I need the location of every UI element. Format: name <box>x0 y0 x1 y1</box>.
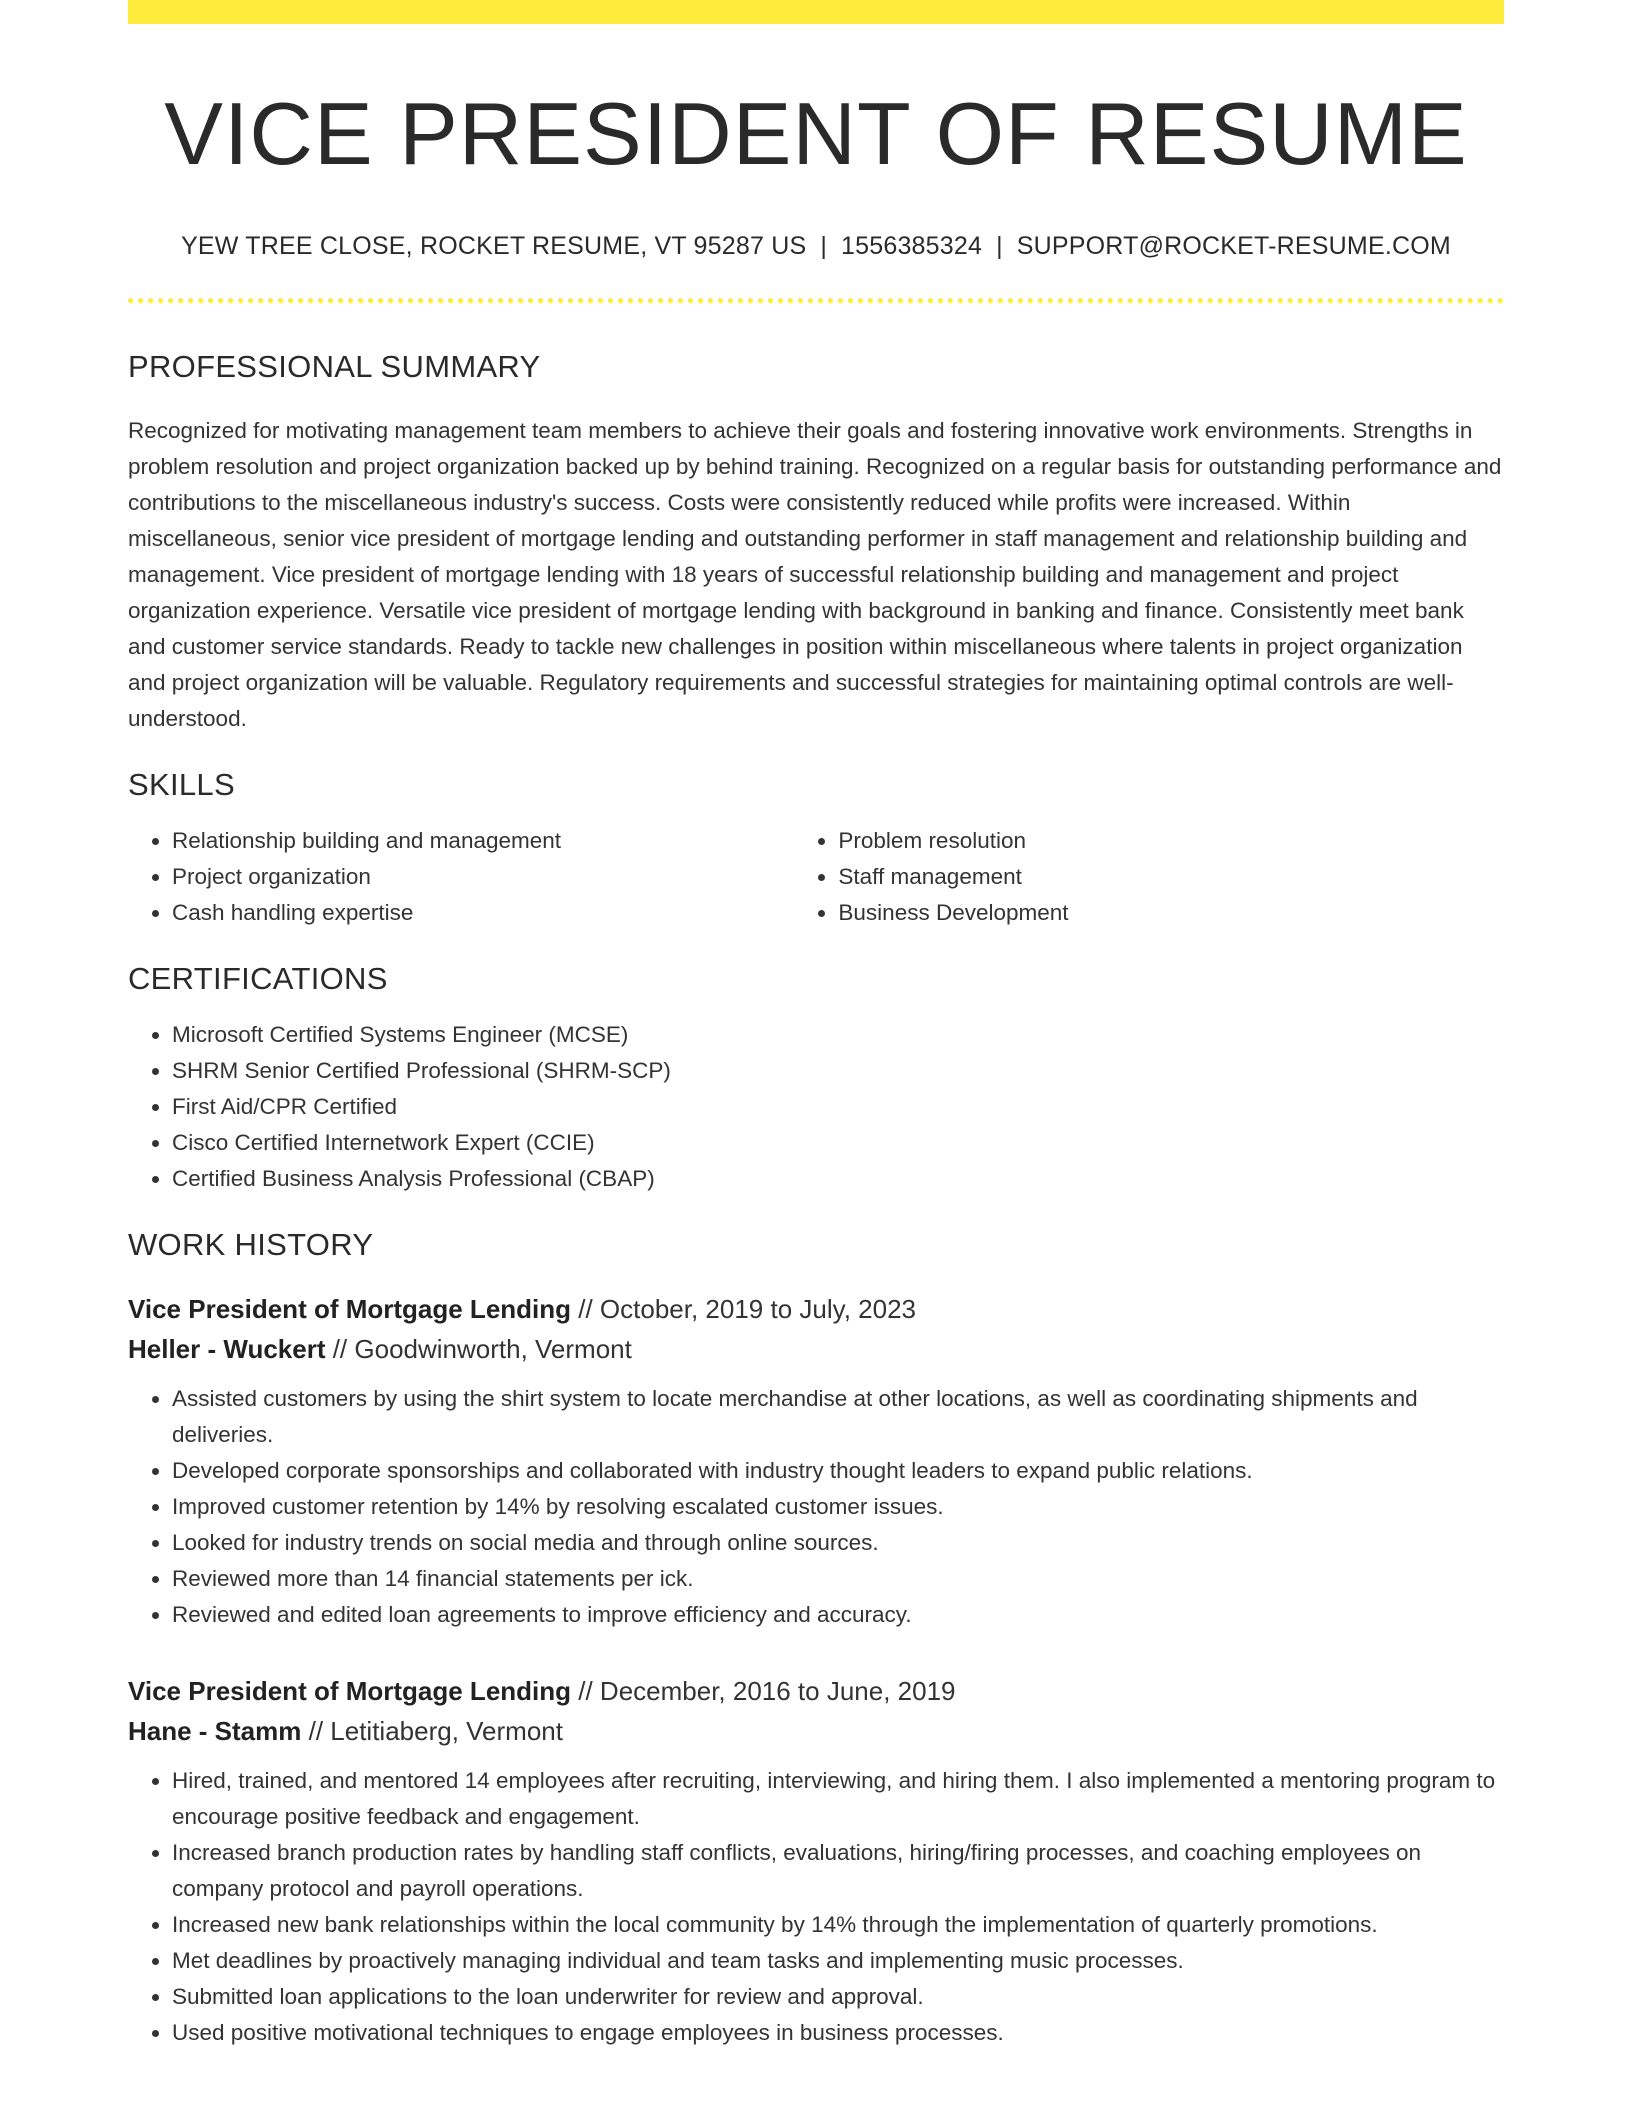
job-bullet: • Improved customer retention by 14% by resolving escalated customer issues. <box>172 1489 1504 1525</box>
certification-item: • First Aid/CPR Certified <box>172 1089 1504 1125</box>
skills-grid <box>128 823 1504 931</box>
job-bullet: • Used positive motivational techniques to engage employees in business processes. <box>172 2015 1504 2051</box>
job-company-line <box>128 1711 1504 1751</box>
job-bullet: • Looked for industry trends on social media and through online sources. <box>172 1525 1504 1561</box>
skills-list-right <box>794 823 1504 931</box>
certification-item: • Certified Business Analysis Professional (CBAP) <box>172 1161 1504 1197</box>
contact-email: SUPPORT@ROCKET-RESUME.COM <box>1016 232 1451 260</box>
certification-item: • Microsoft Certified Systems Engineer (MCSE) <box>172 1017 1504 1053</box>
dotted-divider <box>128 298 1504 303</box>
contact-separator: | <box>996 232 1003 260</box>
job-dates: // October, 2019 to July, 2023 <box>571 1294 916 1324</box>
resume-name: VICE PRESIDENT OF RESUME <box>164 84 1468 183</box>
job-role: Vice President of Mortgage Lending <box>128 1294 572 1324</box>
job-bullet: • Developed corporate sponsorships and collaborated with industry thought leaders to expand public relations. <box>172 1453 1504 1489</box>
resume-content <box>128 24 1504 2051</box>
skills-heading: SKILLS <box>128 767 235 802</box>
job-bullet: • Reviewed more than 14 financial statements per ick. <box>172 1561 1504 1597</box>
job-company: Heller - Wuckert <box>128 1334 326 1364</box>
job-dates: // December, 2016 to June, 2019 <box>571 1676 956 1706</box>
job-bullet: • Submitted loan applications to the loan underwriter for review and approval. <box>172 1979 1504 2015</box>
summary-text: Recognized for motivating management team members to achieve their goals and fostering innovative work environments. Strengths in problem resolution and project organization backed up by behind training. Recognized on a regular basis for outstanding performance and contributions to the miscellaneous industry's success. Costs were consistently reduced while profits were increased. Within miscellaneous, senior vice president of mortgage lending and outstanding performer in staff management and relationship building and management. Vice president of mortgage lending with 18 years of successful relationship building and management and project organization experience. Versatile vice president of mortgage lending with background in banking and finance. Consistently meet bank and customer service standards. Ready to tackle new challenges in position within miscellaneous where talents in project organization and project organization will be valuable. Regulatory requirements and successful strategies for maintaining optimal controls are well-understood. <box>128 418 1502 731</box>
job-location: // Goodwinworth, Vermont <box>325 1334 632 1364</box>
contact-phone: 1556385324 <box>841 232 983 260</box>
job-location: // Letitiaberg, Vermont <box>301 1716 563 1746</box>
skill-item: • Problem resolution <box>838 823 1504 859</box>
skill-item: • Staff management <box>838 859 1504 895</box>
skill-item: • Business Development <box>838 895 1504 931</box>
job-bullet: • Reviewed and edited loan agreements to improve efficiency and accuracy. <box>172 1597 1504 1633</box>
job-entry <box>128 1671 1504 2051</box>
job-bullet: • Assisted customers by using the shirt system to locate merchandise at other locations, as well as coordinating shipments and deliveries. <box>172 1381 1504 1453</box>
job-bullet: • Hired, trained, and mentored 14 employees after recruiting, interviewing, and hiring them. I also implemented a mentoring program to encourage positive feedback and engagement. <box>172 1763 1504 1835</box>
skill-item: • Project organization <box>172 859 794 895</box>
job-company: Hane - Stamm <box>128 1716 302 1746</box>
contact-address: YEW TREE CLOSE, ROCKET RESUME, VT 95287 US <box>181 232 807 260</box>
job-company-line <box>128 1329 1504 1369</box>
job-bullet: • Increased branch production rates by handling staff conflicts, evaluations, hiring/firing processes, and coaching employees on company protocol and payroll operations. <box>172 1835 1504 1907</box>
work-history-heading: WORK HISTORY <box>128 1227 374 1262</box>
job-title-line <box>128 1671 1504 1711</box>
contact-line <box>128 230 1504 262</box>
certification-item: • Cisco Certified Internetwork Expert (CCIE) <box>172 1125 1504 1161</box>
job-bullet: • Met deadlines by proactively managing individual and team tasks and implementing music processes. <box>172 1943 1504 1979</box>
skill-item: • Cash handling expertise <box>172 895 794 931</box>
certifications-list <box>128 1017 1504 1197</box>
job-role: Vice President of Mortgage Lending <box>128 1676 572 1706</box>
certification-item: • SHRM Senior Certified Professional (SHRM-SCP) <box>172 1053 1504 1089</box>
job-bullets <box>128 1381 1504 1633</box>
job-bullets <box>128 1763 1504 2051</box>
certifications-heading: CERTIFICATIONS <box>128 961 388 996</box>
contact-separator: | <box>820 232 828 260</box>
skills-list-left <box>128 823 794 931</box>
accent-top-bar <box>128 0 1504 24</box>
job-entry <box>128 1289 1504 1633</box>
skill-item: • Relationship building and management <box>172 823 794 859</box>
job-title-line <box>128 1289 1504 1329</box>
summary-heading: PROFESSIONAL SUMMARY <box>128 349 541 384</box>
job-bullet: • Increased new bank relationships within the local community by 14% through the implementation of quarterly promotions. <box>172 1907 1504 1943</box>
